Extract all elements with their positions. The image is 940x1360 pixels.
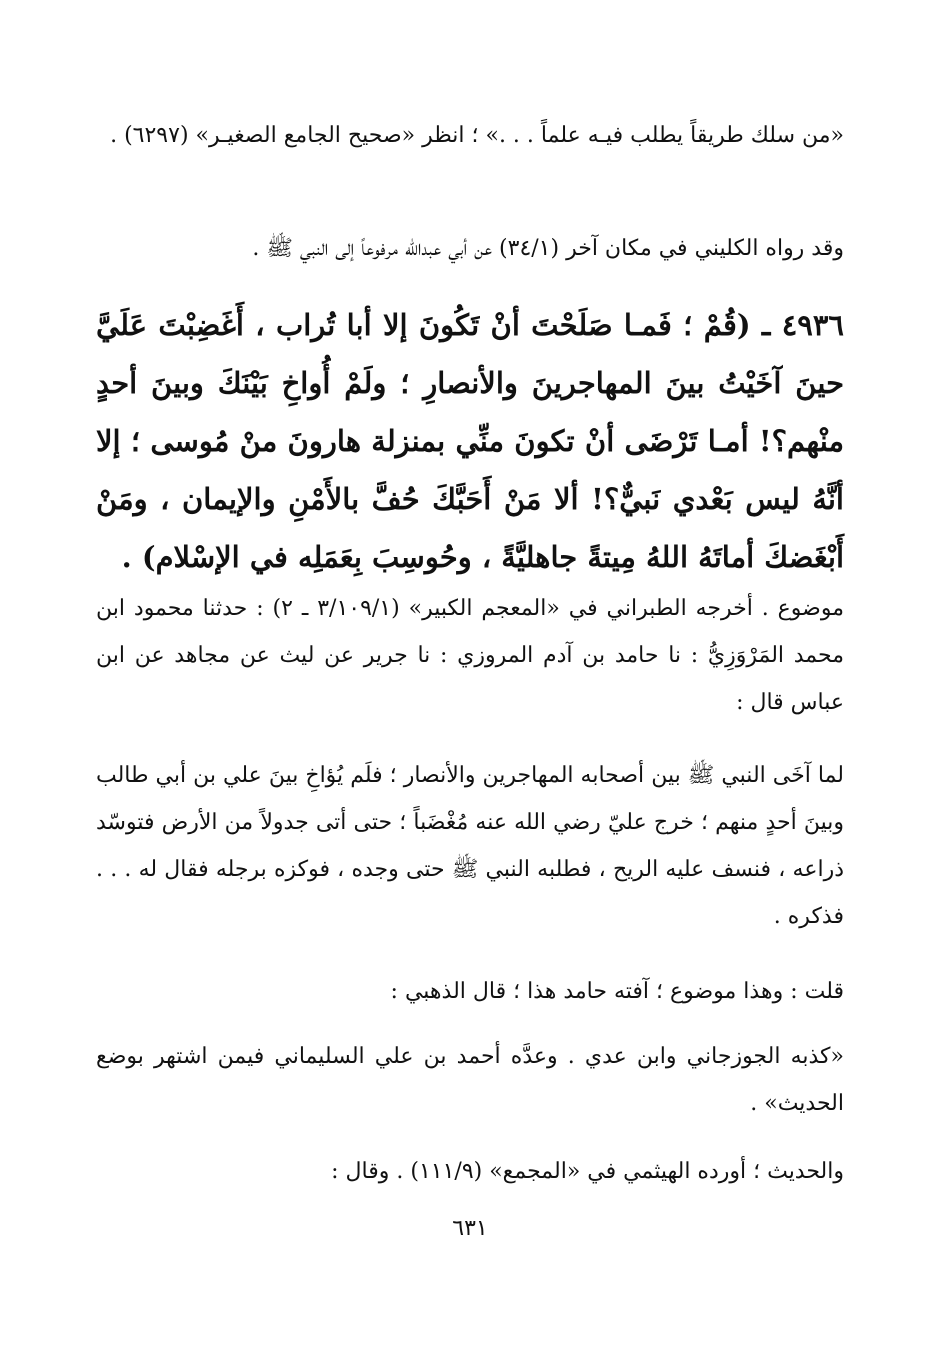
paragraph-comment: قلت : وهذا موضوع ؛ آفته حامد هذا ؛ قال الذهبي :	[390, 979, 844, 1004]
paragraph-sahih-reference: «من سلك طريقاً يطلب فيـه علماً . . .» ؛ انظر «صحيح الجامع الصغيـر» (٦٢٩٧) .	[110, 123, 844, 148]
paragraph-dhahabi-quote: «كذبه الجوزجاني وابن عدي . وعدَّه أحمد بن علي السليماني فيمن اشتهر بوضع الحديث» .	[96, 1044, 844, 1116]
paragraph-takhrij: موضوع . أخرجه الطبراني في «المعجم الكبير» (٣/١٠٩/١ ـ ٢) : حدثنا محمود ابن محمد المَرْوَزِيُّ : نا حامد بن آدم المروزي : نا جرير عن ليث عن مجاهد عن ابن عباس قال :	[96, 596, 845, 715]
hadith-4936-text: ٤٩٣٦ ـ (قُمْ ؛ فَمـا صَلَحْتَ أنْ تَكُونَ إلا أبا تُراب ، أَغَضِبْتَ عَلَيَّ حينَ آخَيْتُ بينَ المهاجرينَ والأنصارِ ؛ ولَمْ أُواخِ بَيْنَكَ وبينَ أحدٍ منْهم؟! أمـا تَرْضَى أنْ تكونَ منِّي بمنزلة هارونَ منْ مُوسى ؛ إلا أنَّهُ ليس بَعْدي نَبيٌّ؟! ألا مَنْ أَحَبَّكَ حُفَّ بالأَمْنِ والإيمان ، ومَنْ أَبْغَضكَ أماتَهُ اللهُ مِيتةً جاهليَّةً ، وحُوسِبَ بِعَمَلِه في الإسْلام) .	[96, 308, 844, 574]
paragraph-haythami: والحديث ؛ أورده الهيثمي في «المجمع» (١١١/٩) . وقال :	[331, 1159, 844, 1184]
paragraph-kulayni-narration: وقد رواه الكليني في مكان آخر (٣٤/١) عن أبي عبدالله مرفوعاً إلى النبي ﷺ .	[252, 236, 844, 261]
paragraph-narration-context: لما آخَى النبي ﷺ بين أصحابه المهاجرين والأنصار ؛ فلَم يُؤاخِ بينَ علي بن أبي طالب وبينَ أحدٍ منهم ؛ خرج عليّ رضي الله عنه مُغْضَباً ؛ حتى أتى جدولاً من الأرض فتوسّد ذراعه ، فنسف عليه الريح ، فطلبه النبي ﷺ حتى وجده ، فوكزه برجله فقال له . . . فذكره .	[96, 763, 844, 929]
page-number: ٦٣١	[452, 1216, 488, 1241]
